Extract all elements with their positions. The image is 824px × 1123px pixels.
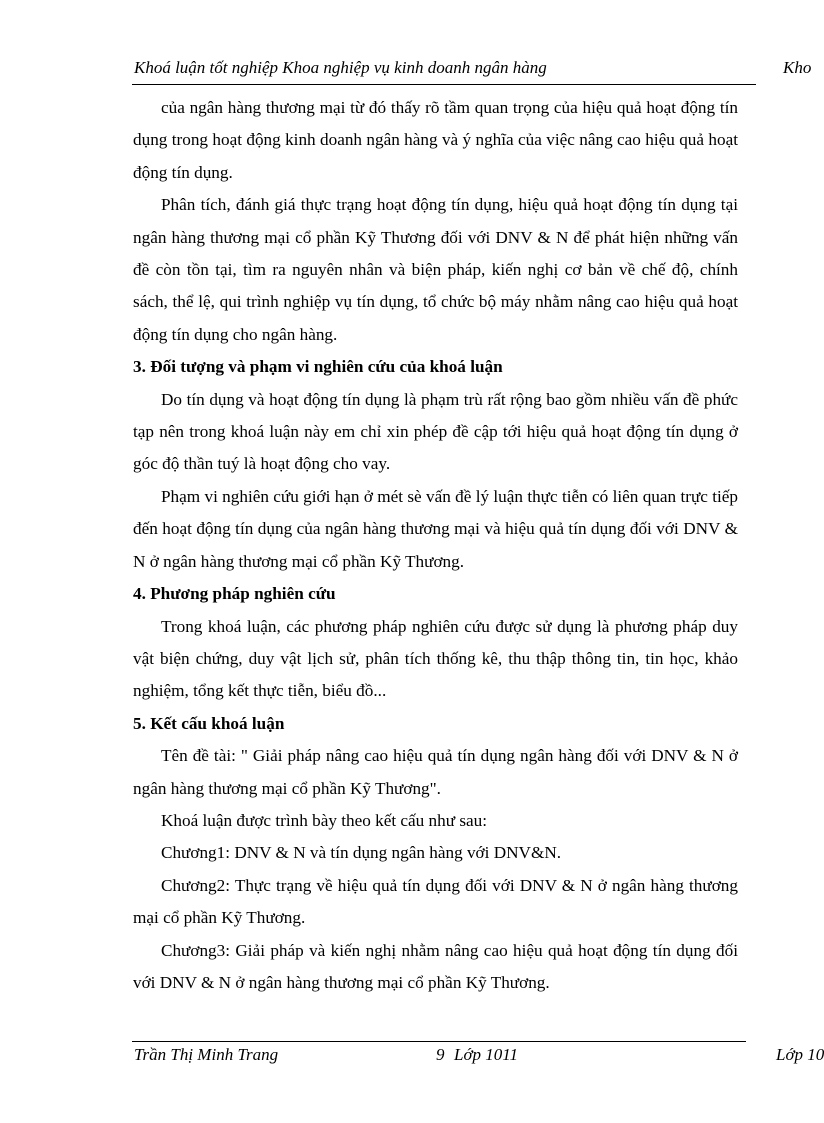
paragraph: Tên đề tài: " Giải pháp nâng cao hiệu quả tín dụng ngân hàng đối với DNV & N ở ngân hàng thương mại cổ phần Kỹ Thương".	[133, 746, 738, 798]
paragraph: Do tín dụng và hoạt động tín dụng là phạm trù rất rộng bao gồm nhiều vấn đề phức tạp nên trong khoá luận này em chỉ xin phép đề cập tới hiệu quả hoạt động tín dụng ở góc độ thần tuý là hoạt động cho vay.	[133, 389, 738, 474]
header-right-text: Kho	[783, 58, 812, 77]
footer-divider	[132, 1041, 746, 1042]
document-body	[133, 92, 738, 999]
section-heading: 3. Đối tượng và phạm vi nghiên cứu của khoá luận	[133, 357, 503, 377]
paragraph: Khoá luận được trình bày theo kết cấu như sau:	[161, 810, 488, 830]
paragraph: Chương2: Thực trạng về hiệu quả tín dụng đối với DNV & N ở ngân hàng thương mại cổ phần Kỹ Thương.	[133, 875, 738, 928]
paragraph: Phân tích, đánh giá thực trạng hoạt động tín dụng, hiệu quả hoạt động tín dụng tại ngân hàng thương mại cổ phần Kỹ Thương đối với DNV & N để phát hiện những vấn đề còn tồn tại, tìm ra nguyên nhân và biện pháp, kiến nghị cơ bản về chế độ, chính sách, thể lệ, qui trình nghiệp vụ tín dụng, tổ chức bộ máy nhằm nâng cao hiệu quả hoạt động tín dụng cho ngân hàng.	[133, 195, 738, 344]
page-number: 9	[436, 1045, 445, 1064]
footer-class: Lớp 1011	[454, 1045, 519, 1064]
section-heading: 4. Phương pháp nghiên cứu	[133, 584, 336, 604]
header-title: Khoá luận tốt nghiệp Khoa nghiệp vụ kinh doanh ngân hàng	[134, 58, 547, 77]
paragraph: Chương3: Giải pháp và kiến nghị nhằm nâng cao hiệu quả hoạt động tín dụng đối với DNV & N ở ngân hàng thương mại cổ phần Kỹ Thương.	[133, 940, 738, 992]
footer-author: Trần Thị Minh Trang	[134, 1045, 279, 1064]
paragraph: Trong khoá luận, các phương pháp nghiên cứu được sử dụng là phương pháp duy vật biện chứng, duy vật lịch sử, phân tích thống kê, thu thập thông tin, tin học, khảo nghiệm, tổng kết thực tiễn, biểu đồ...	[133, 616, 738, 701]
header-divider	[132, 84, 756, 85]
paragraph: Chương1: DNV & N và tín dụng ngân hàng với DNV&N.	[161, 843, 562, 863]
paragraph: của ngân hàng thương mại từ đó thấy rõ tầm quan trọng của hiệu quả hoạt động tín dụng trong hoạt động kinh doanh ngân hàng và ý nghĩa của việc nâng cao hiệu quả hoạt động tín dụng.	[133, 98, 738, 182]
footer-right-text: Lớp 10	[776, 1045, 824, 1064]
paragraph: Phạm vi nghiên cứu giới hạn ở mét sè vấn đề lý luận thực tiễn có liên quan trực tiếp đến hoạt động tín dụng của ngân hàng thương mại và hiệu quả tín dụng đối với DNV & N ở ngân hàng thương mại cổ phần Kỹ Thương.	[133, 486, 738, 571]
section-heading: 5. Kết cấu khoá luận	[133, 713, 285, 733]
